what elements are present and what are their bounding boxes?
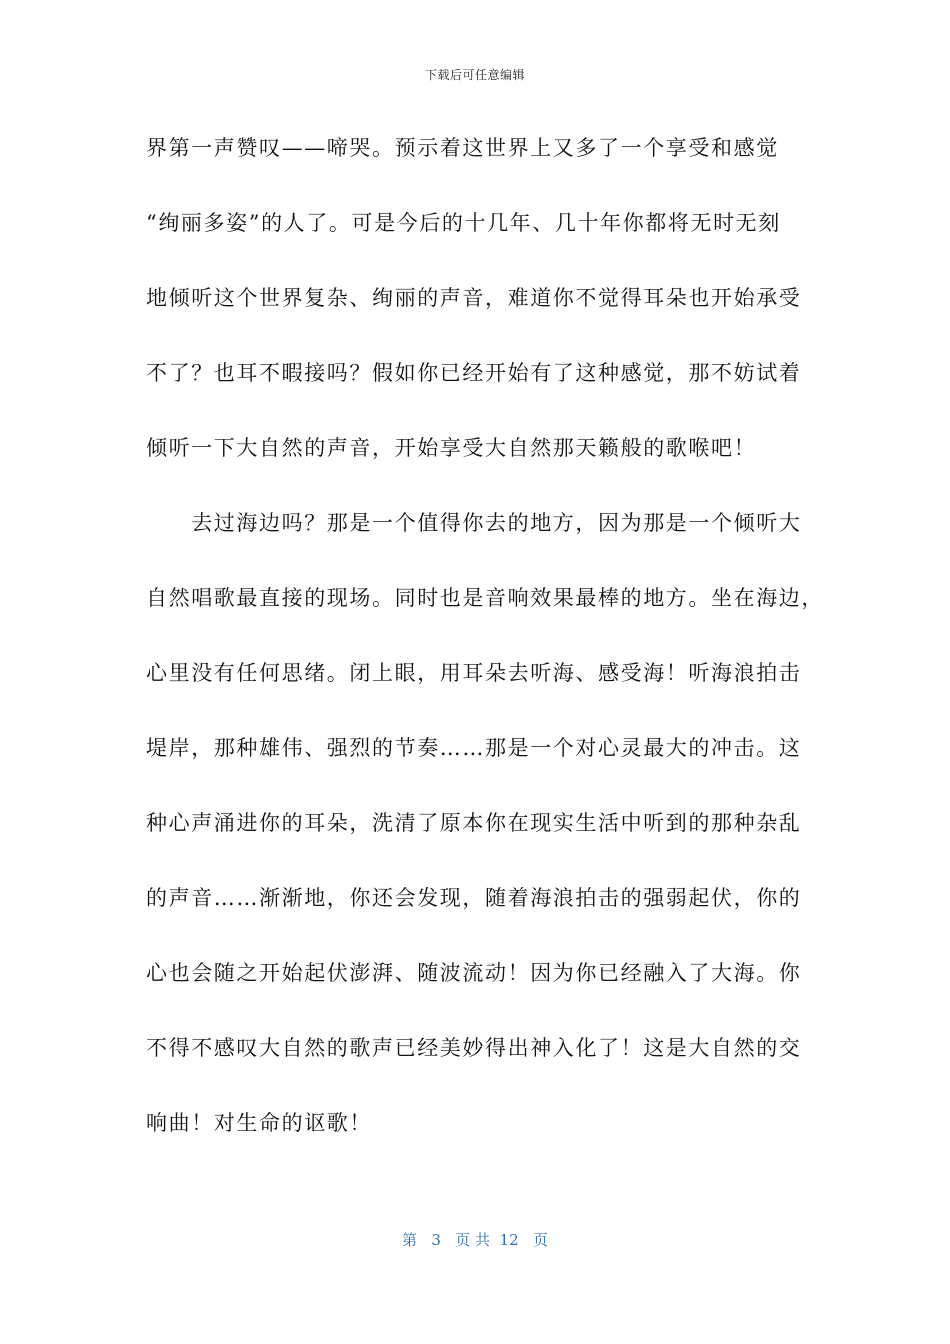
footer-prefix: 第 [402,1231,418,1249]
text-line: 地倾听这个世界复杂、绚丽的声音，难道你不觉得耳朵也开始承受 [146,286,802,310]
text-line: 响曲！对生命的讴歌！ [146,1111,372,1135]
footer-middle: 页 共 [455,1231,490,1249]
footer-suffix: 页 [532,1231,548,1249]
text-line: “绚丽多姿”的人了。可是今后的十几年、几十年你都将无时无刻 [146,211,781,235]
footer-current-page: 3 [431,1231,441,1249]
text-line: 不得不感叹大自然的歌声已经美妙得出神入化了！这是大自然的交 [146,1036,802,1060]
text-line: 自然唱歌最直接的现场。同时也是音响效果最棒的地方。坐在海边， [146,586,824,610]
text-line: 界第一声赞叹——啼哭。预示着这世界上又多了一个享受和感觉 [146,136,779,160]
text-line: 种心声涌进你的耳朵，洗清了原本你在现实生活中听到的那种杂乱 [146,811,802,835]
text-line: 倾听一下大自然的声音，开始享受大自然那天籁般的歌喉吧！ [146,436,757,460]
footer-total-pages: 12 [499,1231,519,1249]
text-line: 堤岸，那种雄伟、强烈的节奏……那是一个对心灵最大的冲击。这 [146,736,802,760]
text-line: 不了？也耳不暇接吗？假如你已经开始有了这种感觉，那不妨试着 [146,361,802,385]
text-line: 心里没有任何思绪。闭上眼，用耳朵去听海、感受海！听海浪拍击 [146,661,802,685]
text-line: 的声音……渐渐地，你还会发现，随着海浪拍击的强弱起伏，你的 [146,886,802,910]
body-text [146,128,824,1178]
page-footer [0,1229,950,1250]
header-note: 下载后可任意编辑 [424,68,525,82]
text-line: 去过海边吗？那是一个值得你去的地方，因为那是一个倾听大 [146,511,802,535]
text-line: 心也会随之开始起伏澎湃、随波流动！因为你已经融入了大海。你 [146,961,802,985]
